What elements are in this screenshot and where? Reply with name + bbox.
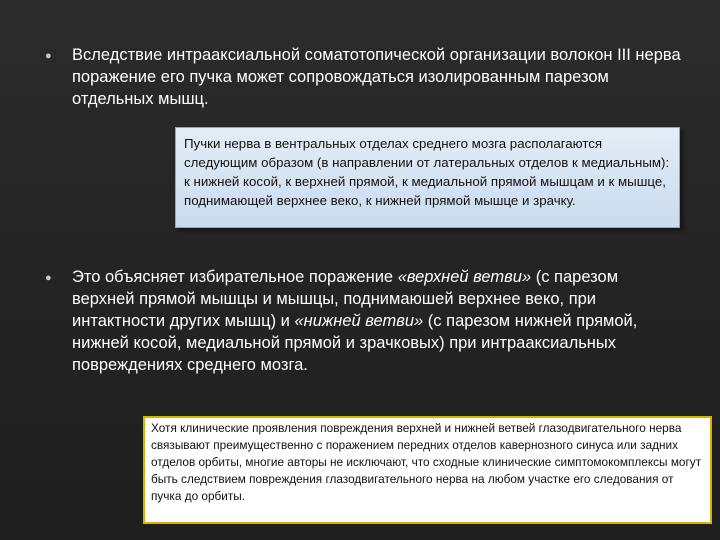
bullet-2-text-part2: (с парезом верхней прямой мышцы и мышцы, поднимаюшей верхнее веко, при интактности других мышц) и xyxy=(72,268,619,330)
bullet-paragraph-2 xyxy=(45,266,672,376)
callout-clinical-note xyxy=(143,416,712,524)
bullet-2-text-part3: (с парезом нижней прямой, нижней косой, медиальной прямой и зрачковых) при интрааксиальных повреждениях среднего мозга. xyxy=(72,312,638,374)
bullet-2-text-part1: Это объясняет избирательное поражение xyxy=(72,268,398,286)
callout-nerve-fascicles xyxy=(175,127,680,228)
bullet-1-text: Вследствие интрааксиальной соматотопической организации волокон III нерва поражение его пучка может сопровождаться изолированным парезом отдельных мышц. xyxy=(72,46,681,108)
bullet-paragraph-1 xyxy=(45,44,682,110)
upper-branch-term: «верхней ветви» xyxy=(397,268,532,286)
bullet-dot-icon: ● xyxy=(45,272,52,284)
callout-bottom-text: Хотя клинические проявления повреждения верхней и нижней ветвей глазодвигательного нерва связывают преимущественно с поражением передних отделов кавернозного синуса или задних отделов орбиты, многие авторы не исключают, что сходные клинические симптомокомплексы могут быть следствием повреждения глазодвигательного нерва на любом участке его следования от пучка до орбиты. xyxy=(151,421,702,503)
bullet-dot-icon: ● xyxy=(45,50,52,62)
callout-top-text: Пучки нерва в вентральных отделах среднего мозга располагаются следующим образом (в направлении от латеральных отделов к медиальным): к нижней косой, к верхней прямой, к медиальной прямой мышцам и к мышце, поднимающей верхнее веко, к нижней прямой мышце и зрачку. xyxy=(184,136,670,208)
lower-branch-term: «нижней ветви» xyxy=(294,312,424,330)
